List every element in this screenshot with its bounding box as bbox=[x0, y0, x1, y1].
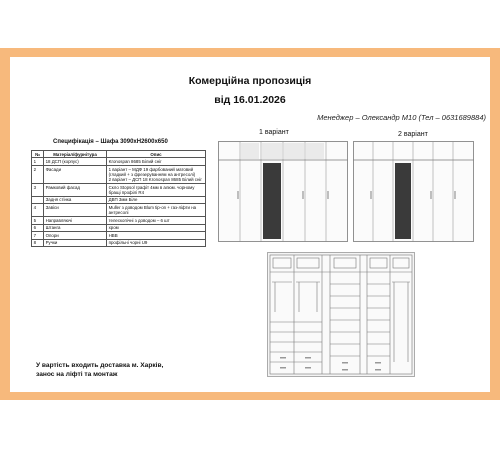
row-desc bbox=[107, 165, 206, 183]
table-row bbox=[32, 184, 206, 197]
spec-table bbox=[31, 150, 206, 247]
glass-door bbox=[263, 163, 281, 239]
spec-header-num: № bbox=[32, 151, 44, 158]
table-row bbox=[32, 196, 206, 203]
manager-contact: Менеджер – Олександр М10 (Тел – 0631689884) bbox=[317, 113, 486, 122]
table-row bbox=[32, 217, 206, 224]
row-num: 1 bbox=[32, 158, 44, 165]
spec-title: Специфікація – Шафа 3090хН2600х650 bbox=[53, 139, 168, 145]
wardrobe-variant-1-drawing bbox=[218, 141, 348, 242]
table-row bbox=[32, 204, 206, 217]
row-desc: хром bbox=[107, 224, 206, 231]
wardrobe-interior-drawing bbox=[267, 252, 415, 377]
table-row bbox=[32, 224, 206, 231]
row-desc: Muller з доводом Blum tip-on + газ-ліфти на антресолі bbox=[107, 204, 206, 217]
spec-header-material: Матеріал/фурнітура bbox=[44, 151, 107, 158]
row-num: 3 bbox=[32, 184, 44, 197]
row-desc: ДВП 3мм Біле bbox=[107, 196, 206, 203]
row-material: Рамковий фасад bbox=[44, 184, 107, 197]
glass-door bbox=[395, 163, 411, 239]
row-desc: телескопічні з доводом – 6 шт bbox=[107, 217, 206, 224]
row-desc-line: 2 варіант – ДСП 18 Kronospan 8685 Білий сніг bbox=[108, 177, 202, 183]
wardrobe-variant-2-drawing bbox=[353, 141, 474, 242]
row-num bbox=[32, 196, 44, 203]
document-date: від 16.01.2026 bbox=[214, 94, 286, 106]
row-num: 8 bbox=[32, 239, 44, 246]
row-num: 4 bbox=[32, 204, 44, 217]
delivery-note-line-2: занос на ліфті та монтаж bbox=[36, 371, 118, 378]
table-row bbox=[32, 165, 206, 183]
row-desc: Kronospan 8685 Білий сніг bbox=[107, 158, 206, 165]
row-num: 2 bbox=[32, 165, 44, 183]
row-material: Направляючі bbox=[44, 217, 107, 224]
document-title: Комерційна пропозиція bbox=[188, 75, 312, 87]
variant-1-label: 1 варіант bbox=[259, 129, 289, 136]
spec-header-row bbox=[32, 151, 206, 158]
row-material: Завіси bbox=[44, 204, 107, 217]
row-num: 5 bbox=[32, 217, 44, 224]
row-desc: НВВ bbox=[107, 232, 206, 239]
table-row bbox=[32, 239, 206, 246]
row-desc: Скло Stopsol графіт 4мм в алюм. чорному бращі профілі R4 bbox=[107, 184, 206, 197]
row-material: Опори bbox=[44, 232, 107, 239]
delivery-note bbox=[36, 361, 163, 379]
table-row bbox=[32, 232, 206, 239]
row-material: 18 ДСП (корпус) bbox=[44, 158, 107, 165]
row-num: 7 bbox=[32, 232, 44, 239]
row-material: Фасади bbox=[44, 165, 107, 183]
spec-header-desc: Опис bbox=[107, 151, 206, 158]
row-desc-line: 1 варіант – МДФ 19 фарбований матовий (гладкий + з фрезеруванням на антресолі) bbox=[108, 166, 196, 177]
table-row bbox=[32, 158, 206, 165]
delivery-note-line-1: У вартість входить доставка м. Харків, bbox=[36, 362, 164, 369]
row-material: Задня стінка bbox=[44, 196, 107, 203]
row-num: 6 bbox=[32, 224, 44, 231]
row-desc: профільні чорні U9 bbox=[107, 239, 206, 246]
variant-2-label: 2 варіант bbox=[398, 131, 428, 138]
row-material: Ручки bbox=[44, 239, 107, 246]
row-material: Штанга bbox=[44, 224, 107, 231]
